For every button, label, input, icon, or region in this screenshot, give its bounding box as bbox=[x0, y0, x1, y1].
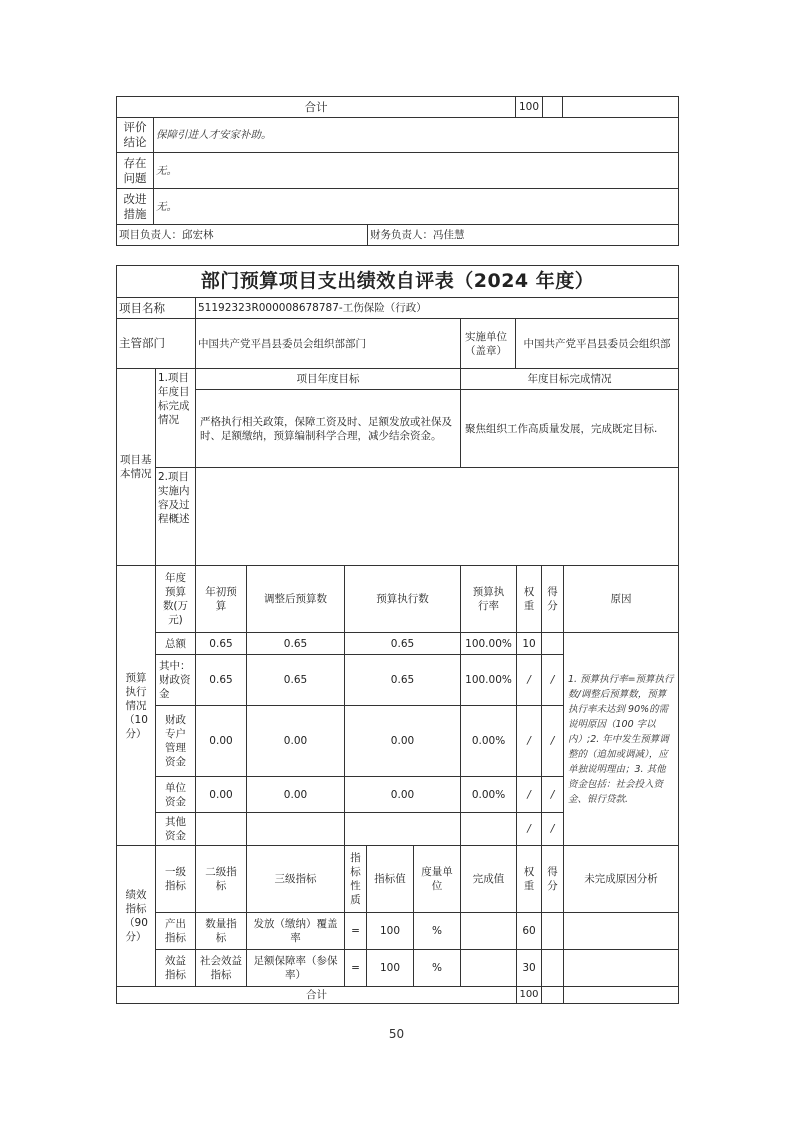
budget-header-rate: 预算执行率 bbox=[460, 565, 517, 633]
budget-score: / bbox=[541, 705, 564, 777]
perf-done bbox=[460, 912, 517, 950]
perf-done bbox=[460, 949, 517, 987]
budget-section-label: 预算执行情况（10分） bbox=[116, 565, 156, 846]
budget-executed: 0.00 bbox=[344, 705, 461, 777]
dept-value: 中国共产党平昌县委员会组织部部门 bbox=[195, 318, 461, 369]
budget-adjusted: 0.00 bbox=[246, 705, 345, 777]
goal-text: 严格执行相关政策，保障工资及时、足额发放或社保及时、足额缴纳，预算编制科学合理，减少结余资金。 bbox=[195, 389, 461, 468]
budget-executed: 0.00 bbox=[344, 776, 461, 813]
perf-header-value: 指标值 bbox=[366, 845, 414, 913]
perf-value: 100 bbox=[366, 912, 414, 950]
finance-lead: 财务负责人：冯佳慧 bbox=[367, 224, 679, 246]
budget-row-label: 其他资金 bbox=[155, 812, 196, 846]
perf-total-score bbox=[541, 986, 564, 1004]
budget-row-label: 单位资金 bbox=[155, 776, 196, 813]
budget-rate: 100.00% bbox=[460, 632, 517, 655]
budget-rate bbox=[460, 812, 517, 846]
budget-row-label: 其中：财政资金 bbox=[155, 654, 196, 706]
perf-section-label: 绩效指标（90分） bbox=[116, 845, 156, 987]
impl-unit-value: 中国共产党平昌县委员会组织部 bbox=[515, 318, 679, 369]
budget-initial: 0.65 bbox=[195, 654, 247, 706]
perf-total-weight: 100 bbox=[516, 986, 542, 1004]
budget-weight: 10 bbox=[516, 632, 542, 655]
budget-weight: / bbox=[516, 654, 542, 706]
form-title: 部门预算项目支出绩效自评表（2024 年度） bbox=[116, 265, 679, 298]
perf-level3: 发放（缴纳）覆盖率 bbox=[246, 912, 345, 950]
perf-header-unit: 度量单位 bbox=[413, 845, 461, 913]
perf-level1: 效益指标 bbox=[155, 949, 196, 987]
process-text bbox=[195, 467, 679, 566]
budget-row-label: 总额 bbox=[155, 632, 196, 655]
perf-score bbox=[541, 912, 564, 950]
budget-score: / bbox=[541, 812, 564, 846]
perf-total-label: 合计 bbox=[116, 986, 517, 1004]
budget-header-reason: 原因 bbox=[563, 565, 679, 633]
budget-initial: 0.00 bbox=[195, 705, 247, 777]
perf-value: 100 bbox=[366, 949, 414, 987]
budget-adjusted bbox=[246, 812, 345, 846]
impl-unit-label: 实施单位（盖章） bbox=[460, 318, 516, 369]
goal-header: 项目年度目标 bbox=[195, 368, 461, 390]
issues-value: 无。 bbox=[153, 152, 679, 189]
perf-nature: = bbox=[344, 949, 367, 987]
perf-weight: 60 bbox=[516, 912, 542, 950]
eval-conclusion-label: 评价结论 bbox=[116, 117, 154, 153]
budget-header-weight: 权重 bbox=[516, 565, 542, 633]
budget-rate: 0.00% bbox=[460, 776, 517, 813]
total-score bbox=[542, 96, 563, 118]
improvement-value: 无。 bbox=[153, 188, 679, 225]
perf-header-nature: 指标性质 bbox=[344, 845, 367, 913]
budget-header-adjusted: 调整后预算数 bbox=[246, 565, 345, 633]
perf-level2: 数量指标 bbox=[195, 912, 247, 950]
budget-initial: 0.65 bbox=[195, 632, 247, 655]
perf-level3: 足额保障率（参保率） bbox=[246, 949, 345, 987]
perf-header-weight: 权重 bbox=[516, 845, 542, 913]
completion-text: 聚焦组织工作高质量发展，完成既定目标. bbox=[460, 389, 679, 468]
budget-initial: 0.00 bbox=[195, 776, 247, 813]
perf-score bbox=[541, 949, 564, 987]
perf-weight: 30 bbox=[516, 949, 542, 987]
completion-header: 年度目标完成情况 bbox=[460, 368, 679, 390]
perf-total-reason bbox=[563, 986, 679, 1004]
budget-executed: 0.65 bbox=[344, 632, 461, 655]
issues-label: 存在问题 bbox=[116, 152, 154, 189]
perf-header-reason: 未完成原因分析 bbox=[563, 845, 679, 913]
budget-header-score: 得分 bbox=[541, 565, 564, 633]
perf-level2: 社会效益指标 bbox=[195, 949, 247, 987]
total-label: 合计 bbox=[116, 96, 516, 118]
total-reason bbox=[562, 96, 679, 118]
budget-executed bbox=[344, 812, 461, 846]
budget-header-year: 年度预算数(万元) bbox=[155, 565, 196, 633]
project-name: 51192323R000008678787-工伤保险（行政） bbox=[195, 297, 679, 319]
page-number: 50 bbox=[388, 1027, 405, 1041]
perf-header-done: 完成值 bbox=[460, 845, 517, 913]
goal-label: 1.项目年度目标完成情况 bbox=[155, 368, 196, 468]
budget-score: / bbox=[541, 776, 564, 813]
budget-score: / bbox=[541, 654, 564, 706]
perf-level1: 产出指标 bbox=[155, 912, 196, 950]
process-label: 2.项目实施内容及过程概述 bbox=[155, 467, 196, 566]
perf-header-level3: 三级指标 bbox=[246, 845, 345, 913]
total-weight: 100 bbox=[515, 96, 543, 118]
improvement-label: 改进措施 bbox=[116, 188, 154, 225]
budget-adjusted: 0.65 bbox=[246, 632, 345, 655]
dept-label: 主管部门 bbox=[116, 318, 196, 369]
budget-adjusted: 0.65 bbox=[246, 654, 345, 706]
budget-executed: 0.65 bbox=[344, 654, 461, 706]
budget-weight: / bbox=[516, 705, 542, 777]
budget-weight: / bbox=[516, 812, 542, 846]
project-lead: 项目负责人：邱宏林 bbox=[116, 224, 368, 246]
perf-reason bbox=[563, 912, 679, 950]
budget-header-initial: 年初预算 bbox=[195, 565, 247, 633]
budget-adjusted: 0.00 bbox=[246, 776, 345, 813]
perf-header-level1: 一级指标 bbox=[155, 845, 196, 913]
perf-header-level2: 二级指标 bbox=[195, 845, 247, 913]
budget-header-executed: 预算执行数 bbox=[344, 565, 461, 633]
budget-rate: 100.00% bbox=[460, 654, 517, 706]
budget-row-label: 财政专户管理资金 bbox=[155, 705, 196, 777]
perf-header-score: 得分 bbox=[541, 845, 564, 913]
budget-initial bbox=[195, 812, 247, 846]
budget-reason-note: 1. 预算执行率=预算执行数/调整后预算数，预算执行率未达到 90%的需说明原因（100 字以内）;2. 年中发生预算调整的（追加或调减），应单独说明理由；3. 其他资金包括：社会投入资金、银行贷款. bbox=[563, 632, 679, 846]
project-name-label: 项目名称 bbox=[116, 297, 196, 319]
eval-conclusion-value: 保障引进人才安家补助。 bbox=[153, 117, 679, 153]
budget-rate: 0.00% bbox=[460, 705, 517, 777]
budget-score bbox=[541, 632, 564, 655]
perf-unit: % bbox=[413, 949, 461, 987]
basic-section-label: 项目基本情况 bbox=[116, 368, 156, 566]
perf-unit: % bbox=[413, 912, 461, 950]
perf-reason bbox=[563, 949, 679, 987]
budget-weight: / bbox=[516, 776, 542, 813]
perf-nature: = bbox=[344, 912, 367, 950]
